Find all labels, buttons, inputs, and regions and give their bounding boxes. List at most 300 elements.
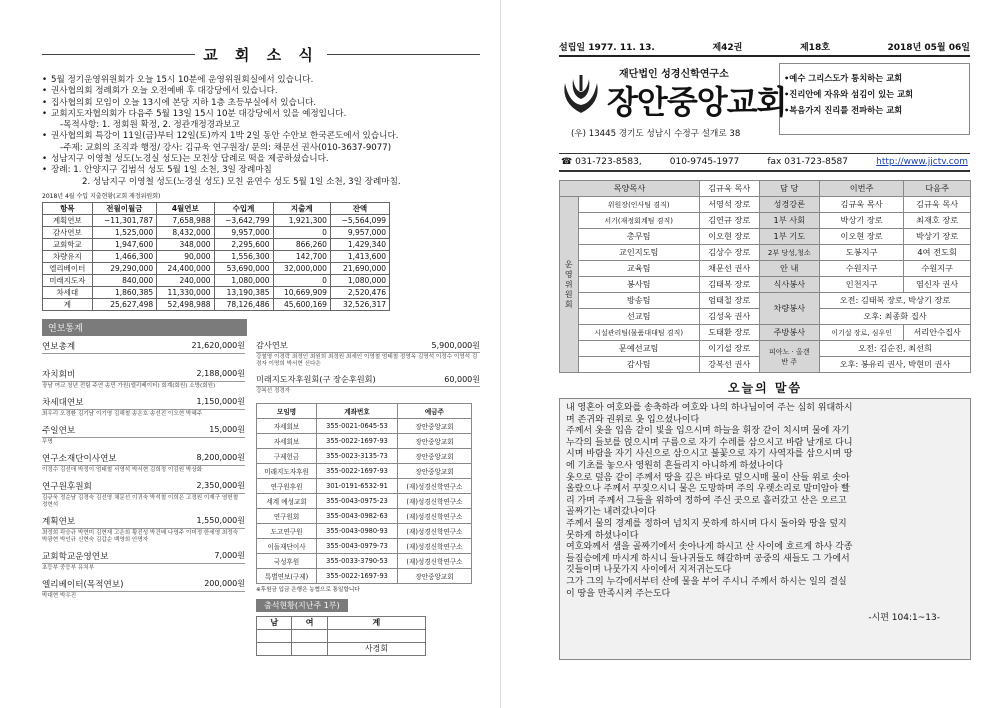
offering-donors [42, 355, 245, 362]
staff-table [559, 180, 971, 373]
finance-header: 지출계 [273, 202, 330, 214]
finance-cell: 1,413,600 [330, 250, 389, 262]
duty-this-week: 이기설 장로, 심우인 [819, 325, 903, 341]
finance-cell: 0 [273, 226, 330, 238]
duty-label: 담 당 [759, 181, 819, 197]
account-row [257, 433, 472, 448]
duty-next-week: 수원지구 [904, 261, 971, 277]
news-text: 교회지도자협의회가 다음주 5월 13일 15시 10분 대강당에서 있을 예정입니다. [51, 108, 347, 119]
account-cell: (재)성경신학연구소 [397, 523, 471, 538]
title-rule-right [327, 54, 480, 55]
news-item [42, 131, 480, 142]
finance-cell: 90,000 [157, 250, 214, 262]
offering-item [42, 368, 245, 390]
scripture-line: 깃들이며 나뭇가지 사이에서 지저귀는도다 [566, 565, 732, 576]
staff-team: 교인지도팀 [578, 245, 699, 261]
finance-cell: 52,498,988 [157, 298, 214, 310]
church-logo-icon [559, 73, 603, 117]
news-text: -목적사항: 1. 정회원 확정, 2. 정관개정경과보고 [60, 120, 240, 131]
account-row [257, 493, 472, 508]
news-text: 권사협의회 정례회가 오늘 오전예배 후 대강당에서 있습니다. [51, 86, 278, 97]
offering-name: 연구소재단이사연보 [42, 453, 117, 464]
finance-cell: 2,295,600 [214, 238, 273, 250]
bullet-icon: • [42, 165, 48, 176]
offering-item [42, 396, 245, 418]
finance-cell: 0 [273, 274, 330, 286]
next-week-label: 다음주 [904, 181, 971, 197]
offering-amount: 2,188,000원 [196, 368, 245, 378]
scripture-line: 골짜기는 내려갔나이다 [566, 507, 656, 518]
committee-label: 운영위원회 [560, 197, 579, 373]
news-item [42, 143, 480, 154]
finance-cell: 계 [43, 298, 93, 310]
staff-team: 시설관리팀(물품대대팀 겸직) [578, 325, 699, 341]
scripture-line: 이 땅을 만족시켜 주는도다 [566, 588, 671, 599]
offering-amount: 1,150,000원 [196, 396, 245, 406]
accompanist-sub: 반 주 [781, 357, 798, 366]
finance-cell: 감사연보 [43, 226, 93, 238]
finance-row [43, 298, 390, 310]
mobile-number: 010-9745-1977 [669, 157, 740, 167]
scripture-line: 리 가며 주께서 그들을 위하여 정하여 주신 곳으로 흘러갔고 산은 오르고 [566, 495, 847, 506]
account-cell: 355-0033-3790-53 [317, 553, 398, 568]
scripture-box [559, 398, 971, 660]
account-cell: 355-0021-0645-53 [317, 418, 398, 433]
staff-member: 김성옥 권사 [699, 309, 759, 325]
account-row [257, 553, 472, 568]
finance-row [43, 274, 390, 286]
duty-name: 1부 사회 [759, 213, 819, 229]
offering-amount: 15,000원 [209, 424, 245, 434]
duty-this-week: 인천지구 [819, 277, 903, 293]
account-cell: 미래지도자후원 [257, 463, 317, 478]
staff-row [560, 197, 971, 213]
word-title: 오늘의 말씀 [727, 381, 803, 395]
scripture-line: 옷으로 덮음 같이 주께서 땅을 깊은 바다로 덮으시매 물이 산들 위로 솟아 [566, 472, 850, 483]
finance-header: 항목 [43, 202, 93, 214]
news-item [42, 165, 480, 176]
account-cell: (재)성경신학연구소 [397, 553, 471, 568]
attendance-cell [327, 629, 425, 642]
finance-cell: 25,627,498 [92, 298, 157, 310]
phone-icon: ☎ [561, 157, 576, 167]
duty-name: 안 내 [759, 261, 819, 277]
offering-name: 자치회비 [42, 369, 76, 380]
offering-item [256, 374, 480, 395]
accompanist-label [759, 341, 819, 373]
scripture-line: 며 존귀와 권위로 옷 입으셨나이다 [566, 414, 700, 425]
account-cell: 355-0023-3135-73 [317, 448, 398, 463]
scripture-line: 주께서 물의 경계를 정하여 넘치지 못하게 하시며 다시 돌아와 땅을 덮지 [566, 518, 847, 529]
account-cell: 도고연구원 [257, 523, 317, 538]
offering-donors: 무명 [42, 438, 53, 445]
account-cell: 장안중앙교회 [397, 418, 471, 433]
offering-name: 차세대연보 [42, 397, 84, 408]
staff-member: 채문선 권사 [699, 261, 759, 277]
scripture-line: 내 영혼아 여호와를 송축하라 여호와 나의 하나님이여 주는 심히 위대하시 [566, 403, 853, 413]
duty-name: 주방봉사 [759, 325, 819, 341]
account-cell: (재)성경신학연구소 [397, 508, 471, 523]
website-link[interactable]: http://www.jjctv.com [876, 157, 968, 167]
duty-this-week: 수원지구 [819, 261, 903, 277]
issue-date: 2018년 05월 06일 [887, 43, 970, 53]
offering-item [42, 424, 245, 446]
logo-area [559, 63, 787, 149]
account-row [257, 538, 472, 553]
finance-caption: 2018년 4월 수입 지출현황(교회 재정위원회) [42, 192, 161, 200]
finance-header: 수입계 [214, 202, 273, 214]
finance-cell: 45,600,169 [273, 298, 330, 310]
account-cell: 세계 예성교회 [257, 493, 317, 508]
duty-name: 2부 당성,청소 [759, 245, 819, 261]
church-name: 장안중앙교회 [607, 83, 787, 121]
offering-head [42, 340, 245, 354]
motto-line: •예수 그리스도가 통치하는 교회 [784, 73, 903, 83]
account-cell: 연구원후원 [257, 478, 317, 493]
account-cell: 특별연보(구제) [257, 568, 317, 583]
finance-cell: 10,669,909 [273, 286, 330, 298]
finance-cell: 1,525,000 [92, 226, 157, 238]
offering-amount: 8,200,000원 [196, 452, 245, 462]
account-header: 계좌번호 [317, 403, 398, 418]
news-item [42, 75, 480, 86]
staff-member: 강복선 권사 [699, 357, 759, 373]
account-cell: 355-0043-0980-93 [317, 523, 398, 538]
offering-amount: 21,620,000원 [191, 340, 245, 350]
duty-this-week: 도봉지구 [819, 245, 903, 261]
scripture-line: 에 기초를 놓으사 영원히 흔들리지 아니하게 하셨나이다 [566, 460, 784, 471]
car-service-label: 차량봉사 [759, 293, 819, 325]
accompanist-pm: 오후: 봉유리 권사, 박현미 권사 [819, 357, 970, 373]
finance-cell: 78,126,486 [214, 298, 273, 310]
offering-donors: 초등부 중등부 유치부 [42, 564, 95, 571]
scripture-line: 들짐승에게 마시게 하시니 들나귀들도 해갈하며 공중의 새들도 그 가에서 [566, 553, 850, 564]
offering-amount: 7,000원 [214, 550, 245, 560]
offering-head [42, 515, 245, 529]
news-item [42, 109, 480, 120]
finance-cell: 240,000 [157, 274, 214, 286]
offering-amount: 5,900,000원 [431, 340, 480, 350]
staff-team: 서기(재정회계팀 겸직) [578, 213, 699, 229]
phone-number: ☎ 031-723-8583, [561, 157, 642, 167]
attendance-header: 계 [327, 616, 425, 629]
account-row [257, 448, 472, 463]
contact-bar [559, 153, 970, 172]
finance-cell: 53,690,000 [214, 262, 273, 274]
staff-row [560, 277, 971, 293]
account-cell: 연구원회 [257, 508, 317, 523]
offering-amount: 2,350,000원 [196, 480, 245, 490]
account-row [257, 568, 472, 583]
bullet-icon: • [42, 97, 48, 108]
duty-next-week: 박상기 장로 [904, 229, 971, 245]
news-item [42, 120, 480, 131]
motto-line: •진리안에 자유와 섬김이 있는 교회 [784, 89, 914, 99]
account-cell: 장안중앙교회 [397, 463, 471, 478]
scripture-reference: -시편 104:1~13- [868, 613, 940, 624]
finance-cell: 1,921,300 [273, 214, 330, 226]
pastor-label: 목양목사 [560, 181, 700, 197]
pastor-name: 김규욱 목사 [699, 181, 759, 197]
attendance-header: 여 [292, 616, 327, 629]
finance-cell: 차량유지 [43, 250, 93, 262]
account-row [257, 508, 472, 523]
offering-donors: 강철영 이경락 최정인 최원희 최정원 최세인 이영철 엄태철 정영옥 김영석 이정수 이영석 김경자 이명희 박서현 신다은 [256, 353, 478, 367]
duty-next-week: 염신자 권사 [904, 277, 971, 293]
finance-header: 4월연보 [157, 202, 214, 214]
news-item [42, 177, 480, 188]
staff-row [560, 325, 971, 341]
finance-cell: 계획연보 [43, 214, 93, 226]
account-cell: 국성후원 [257, 553, 317, 568]
account-cell: (재)성경신학연구소 [397, 493, 471, 508]
offering-head [42, 480, 245, 494]
scripture-line: 못하게 하셨나이다 [566, 530, 639, 541]
duty-this-week: 김규욱 목사 [819, 197, 903, 213]
finance-cell: 1,466,300 [92, 250, 157, 262]
staff-team: 봉사팀 [578, 277, 699, 293]
account-cell: 장안중앙교회 [397, 433, 471, 448]
staff-member: 김태복 장로 [699, 277, 759, 293]
finance-row [43, 226, 390, 238]
news-item [42, 86, 480, 97]
offering-name: 엘리베이터(목적연보) [42, 579, 124, 590]
staff-row [560, 245, 971, 261]
offering-donors: 최우리 오경환 김기남 이기영 김해철 송은호 송선진 이오현 박혜주 [42, 410, 203, 417]
staff-member: 김연규 장로 [699, 213, 759, 229]
duty-this-week: 박상기 장로 [819, 213, 903, 229]
masthead [559, 63, 970, 149]
news-text: 성남지구 이영철 성도(노경실 성도)는 모친상 답례로 떡을 제공하셨습니다. [51, 154, 329, 165]
offering-name: 주일연보 [42, 425, 76, 436]
duty-this-week: 이오현 장로 [819, 229, 903, 245]
finance-cell: 8,432,000 [157, 226, 214, 238]
account-row [257, 523, 472, 538]
account-row [257, 478, 472, 493]
account-cell: (재)성경신학연구소 [397, 478, 471, 493]
accompanist-am: 오전: 김순진, 최선희 [819, 341, 970, 357]
offering-name: 교회학교운영연보 [42, 551, 109, 562]
finance-cell: 24,400,000 [157, 262, 214, 274]
account-cell: 자세회보 [257, 418, 317, 433]
account-cell: 355-0022-1697-93 [317, 433, 398, 448]
car-service-am: 오전: 김태복 장로, 박상기 장로 [819, 293, 970, 309]
attendance-title: 출석현황(지난주 1부) [256, 599, 348, 612]
staff-member: 이오현 장로 [699, 229, 759, 245]
offering-donors: 강복선 정경자 [256, 387, 291, 394]
scripture-line: 그가 그의 누각에서부터 산에 물을 부어 주시니 주께서 하시는 일의 결실 [566, 576, 847, 587]
finance-header: 전월이월금 [92, 202, 157, 214]
offering-item [42, 550, 245, 572]
offering-amount: 200,000원 [204, 578, 245, 588]
news-item [42, 154, 480, 165]
finance-cell: 11,330,000 [157, 286, 214, 298]
account-cell: 이돌재단이사 [257, 538, 317, 553]
staff-team: 위원장(인사팀 겸직) [578, 197, 699, 213]
offering-item [42, 480, 245, 509]
offering-item [256, 340, 480, 368]
issue-info-bar [559, 40, 970, 57]
finance-cell: 32,000,000 [273, 262, 330, 274]
news-text: 권사협의회 특강이 11일(금)부터 12일(토)까지 1박 2일 동안 수안보 한국콘도에서 있습니다. [51, 131, 399, 142]
finance-table [42, 202, 390, 311]
finance-row [43, 250, 390, 262]
finance-row [43, 238, 390, 250]
right-page [500, 0, 1000, 708]
finance-cell: 32,526,317 [330, 298, 389, 310]
finance-cell: 2,520,476 [330, 286, 389, 298]
bullet-icon: • [42, 154, 48, 165]
finance-cell: 9,957,000 [330, 226, 389, 238]
finance-cell: 교회학교 [43, 238, 93, 250]
volume: 제42권 [712, 43, 743, 53]
offering-head [256, 340, 480, 353]
account-cell: 구제헌금 [257, 448, 317, 463]
news-text: 집사협의회 모임이 오늘 13시에 본당 지하 1층 초등부실에서 있습니다. [51, 97, 317, 108]
offering-item [42, 578, 245, 600]
account-cell: 355-0043-0979-73 [317, 538, 398, 553]
offering-amount: 60,000원 [444, 374, 480, 384]
offering-item [42, 340, 245, 362]
account-row [257, 418, 472, 433]
attendance-cell [257, 629, 292, 642]
offering-head [42, 368, 245, 382]
this-week-label: 이번주 [819, 181, 903, 197]
account-cell: 355-0022-1697-93 [317, 463, 398, 478]
finance-cell: 13,190,385 [214, 286, 273, 298]
staff-row [560, 293, 971, 309]
offering-amount: 1,550,000원 [196, 515, 245, 525]
bullet-icon: • [42, 75, 48, 85]
finance-cell: 9,957,000 [214, 226, 273, 238]
staff-team: 선교팀 [578, 309, 699, 325]
offering-name: 미래지도자후원회(구 장순후원회) [256, 373, 376, 384]
news-text: 장례: 1. 안양지구 김범석 성도 5월 1일 소천, 3일 장례마침 [51, 165, 272, 176]
account-cell: 장안중앙교회 [397, 448, 471, 463]
motto-box [779, 63, 970, 135]
finance-cell: 866,260 [273, 238, 330, 250]
duty-next-week: 김규욱 목사 [904, 197, 971, 213]
finance-row [43, 214, 390, 226]
finance-cell: 엘리베이터 [43, 262, 93, 274]
staff-member: 이기설 장로 [699, 341, 759, 357]
scripture-line: 올랐으나 주께서 꾸짖으시니 물은 도망하며 주의 우렛소리로 말미암아 빨 [566, 484, 850, 495]
account-cell: 355-0043-0982-63 [317, 508, 398, 523]
motto-line: •복음가지 진리를 전파하는 교회 [784, 105, 903, 115]
founded-date: 설립일 1977. 11. 13. [559, 43, 655, 53]
accounts-table [256, 403, 472, 584]
account-cell: 자세회보 [257, 433, 317, 448]
finance-cell: −5,564,099 [330, 214, 389, 226]
offering-name: 계획연보 [42, 516, 76, 527]
duty-next-week: 4여 전도회 [904, 245, 971, 261]
offering-donors: 박대현 박우진 [42, 592, 77, 599]
staff-team: 방송팀 [578, 293, 699, 309]
finance-cell: 1,860,385 [92, 286, 157, 298]
news-title: 교 회 소 식 [203, 46, 319, 64]
offering-head [42, 424, 245, 438]
attendance-table [256, 616, 426, 656]
staff-team: 총무팀 [578, 229, 699, 245]
offering-name: 감사연보 [256, 339, 288, 350]
finance-cell: 142,700 [273, 250, 330, 262]
finance-cell: 29,290,000 [92, 262, 157, 274]
bullet-icon: • [42, 108, 48, 119]
scripture-line: 주께서 옷을 입음 같이 빛을 입으시며 하늘을 휘장 같이 치시며 물에 자기 [566, 426, 850, 437]
news-list [42, 75, 480, 188]
staff-team: 감사팀 [578, 357, 699, 373]
staff-member: 서영석 장로 [699, 197, 759, 213]
account-row [257, 463, 472, 478]
offering-left-column [42, 340, 245, 656]
finance-cell: 1,080,000 [330, 274, 389, 286]
title-rule-left [42, 54, 195, 55]
scripture-line: 여호와께서 샘을 골짜기에서 솟아나게 하시고 산 사이에 흐르게 하사 각종 [566, 542, 853, 553]
staff-member: 도태환 장로 [699, 325, 759, 341]
offering-head [42, 396, 245, 410]
attendance-footer: 사경회 [327, 642, 425, 655]
finance-cell: 1,080,000 [214, 274, 273, 286]
issue-number: 제18호 [799, 43, 830, 53]
staff-row [560, 261, 971, 277]
finance-cell: 348,000 [157, 238, 214, 250]
finance-cell: 7,658,988 [157, 214, 214, 226]
offering-section-title: 연보통계 [42, 319, 247, 336]
finance-cell: 1,556,300 [214, 250, 273, 262]
duty-name: 식사봉사 [759, 277, 819, 293]
offering-name: 연보총계 [42, 341, 76, 352]
duty-next-week: 최재호 장로 [904, 213, 971, 229]
account-header: 모임명 [257, 403, 317, 418]
staff-row [560, 213, 971, 229]
attendance-header: 남 [257, 616, 292, 629]
finance-header: 잔액 [330, 202, 389, 214]
finance-cell: 1,947,600 [92, 238, 157, 250]
accounts-note: ※후원금 입금 은행은 농협으로 통일합니다 [256, 586, 360, 593]
church-address: (우) 13445 경기도 성남시 수정구 설개로 38 [571, 129, 741, 139]
news-title-bar [42, 44, 480, 65]
staff-member: 엄태철 장로 [699, 293, 759, 309]
duty-next-week: 서리안수집사 [904, 325, 971, 341]
offering-donors: 김규욱 정순남 김경숙 김선영 채문선 이귀숙 박석철 이희은 고정원 이재구 염헌철 정현석 [42, 494, 239, 508]
offering-head [42, 452, 245, 466]
finance-cell: 21,690,000 [330, 262, 389, 274]
offering-item [42, 515, 245, 544]
attendance-cell [292, 629, 327, 642]
news-text: -주제: 교회의 조직과 행정/ 강사: 김규욱 연구원장/ 문의: 채문선 권사(010-3637-9077) [60, 142, 392, 153]
finance-cell: −3,642,799 [214, 214, 273, 226]
scripture-line: 시며 바람을 자기 사신으로 삼으시고 불꽃으로 자기 사역자를 삼으시며 땅 [566, 449, 853, 460]
finance-cell: 1,429,340 [330, 238, 389, 250]
finance-cell: 차세대 [43, 286, 93, 298]
finance-row [43, 262, 390, 274]
car-service-pm: 오후: 최종화 집사 [819, 309, 970, 325]
account-cell: 301-0191-6532-91 [317, 478, 398, 493]
news-text: 5월 정기운영위원회가 오늘 15시 10분에 운영위원회실에서 있습니다. [51, 75, 314, 85]
account-header: 예금주 [397, 403, 471, 418]
staff-row [560, 341, 971, 357]
duty-name: 성경강론 [759, 197, 819, 213]
foundation-name: 재단법인 성경신학연구소 [619, 69, 729, 80]
offering-donors: 이정수 김선애 박정이 엄태철 서영석 박서현 김희정 이김원 박상화 [42, 466, 203, 473]
scripture-line: 누각의 들보를 얹으시며 구름으로 자기 수레를 삼으시고 바람 날개로 다니 [566, 437, 853, 448]
bullet-icon: • [42, 131, 48, 142]
offering-head [42, 550, 245, 564]
offering-head [256, 374, 480, 387]
staff-team: 문예선교팀 [578, 341, 699, 357]
finance-cell: 미래지도자 [43, 274, 93, 286]
offering-donors: 장남 여교 청년 전팀 주연 송민 가원(엘리베이터) 회계(회원) 소방(회원) [42, 382, 216, 389]
